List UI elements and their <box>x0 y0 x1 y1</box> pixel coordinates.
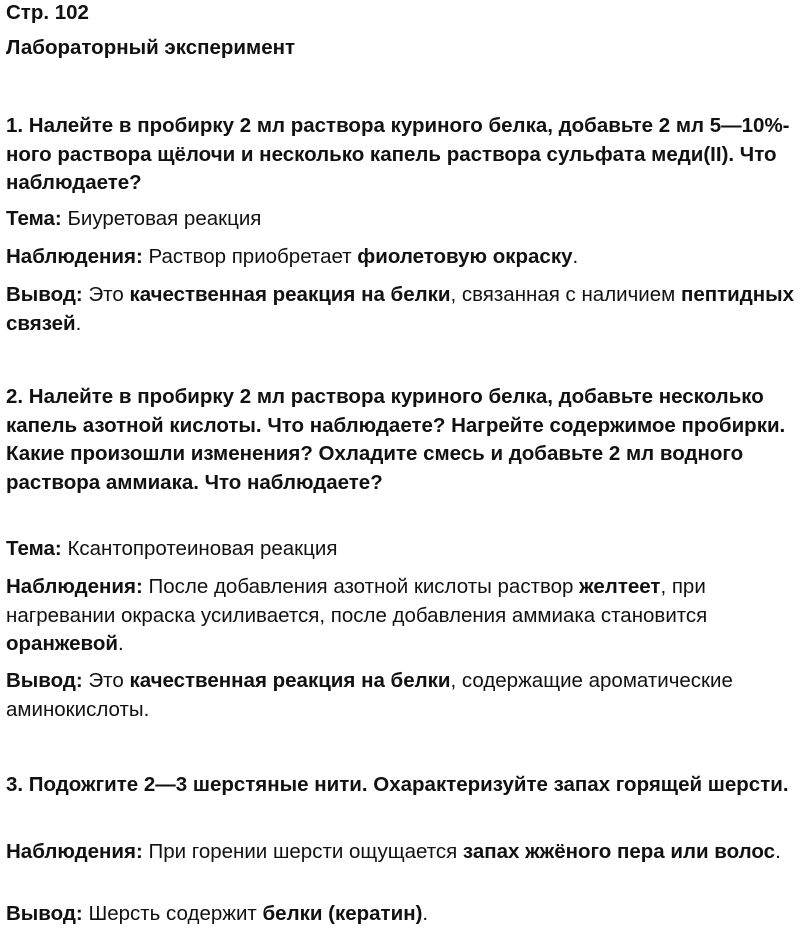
topic-label: Тема: <box>6 207 62 230</box>
task-3-observations <box>6 838 796 867</box>
task-1-observations <box>6 243 796 272</box>
concl-label: Вывод: <box>6 902 83 925</box>
obs-text: . <box>572 245 579 268</box>
task-1-topic <box>6 205 796 234</box>
topic-text: Биуретовая реакция <box>61 207 262 230</box>
obs-label: Наблюдения: <box>6 575 143 598</box>
obs-text: После добавления азотной кислоты раствор <box>142 575 580 598</box>
section-title: Лабораторный эксперимент <box>6 36 296 59</box>
obs-text: . <box>117 632 124 655</box>
concl-label: Вывод: <box>6 669 83 692</box>
concl-emphasis: качественная реакция на белки <box>129 669 451 692</box>
topic-text: Ксантопротеиновая реакция <box>61 537 338 560</box>
topic-label: Тема: <box>6 537 62 560</box>
obs-label: Наблюдения: <box>6 245 143 268</box>
concl-text: , связанная с наличием <box>450 283 681 306</box>
concl-emphasis: белки (кератин) <box>262 902 423 925</box>
page-label: Стр. 102 <box>6 1 89 24</box>
task-3-question: 3. Подожгите 2—3 шерстяные нити. Охарактеризуйте запах горящей шерсти. <box>6 773 789 796</box>
concl-text: Шерсть содержит <box>82 902 263 925</box>
obs-text: При горении шерсти ощущается <box>142 840 463 863</box>
obs-text: . <box>775 840 781 863</box>
task-3-conclusion <box>6 900 796 929</box>
obs-emphasis: фиолетовую окраску <box>357 245 573 268</box>
obs-emphasis: желтеет <box>579 575 661 598</box>
task-2-observations <box>6 573 796 659</box>
concl-text: . <box>75 311 82 335</box>
concl-text: Это <box>82 283 130 306</box>
concl-emphasis: качественная реакция на белки <box>129 283 451 306</box>
task-2-conclusion <box>6 667 796 724</box>
task-2-question: 2. Налейте в пробирку 2 мл раствора куриного белка, добавьте несколько капель азотной кислоты. Что наблюдаете? Нагрейте содержимое пробирки. Какие произошли изменения? Охладите смесь и добавьте 2 мл водного раствора аммиака. Что наблюдаете? <box>6 385 786 494</box>
obs-text: , при нагревании окраска усиливается, после добавления аммиака становится <box>6 575 708 627</box>
task-1-question: 1. Налейте в пробирку 2 мл раствора куриного белка, добавьте 2 мл 5—10%-ного раствора щёлочи и несколько капель раствора сульфата меди(II). Что наблюдаете? <box>6 114 790 194</box>
task-1-conclusion <box>6 281 796 338</box>
task-2-topic <box>6 535 796 564</box>
concl-label: Вывод: <box>6 283 83 306</box>
obs-label: Наблюдения: <box>6 840 143 863</box>
obs-text: Раствор приобретает <box>142 245 358 268</box>
concl-emphasis: пептидных связей <box>6 283 795 335</box>
concl-text: , содержащие ароматические аминокислоты. <box>6 669 733 721</box>
obs-emphasis: запах жжёного пера или волос <box>462 840 776 863</box>
concl-text: Это <box>82 669 130 692</box>
obs-emphasis: оранжевой <box>6 632 118 655</box>
concl-text: . <box>422 902 429 925</box>
